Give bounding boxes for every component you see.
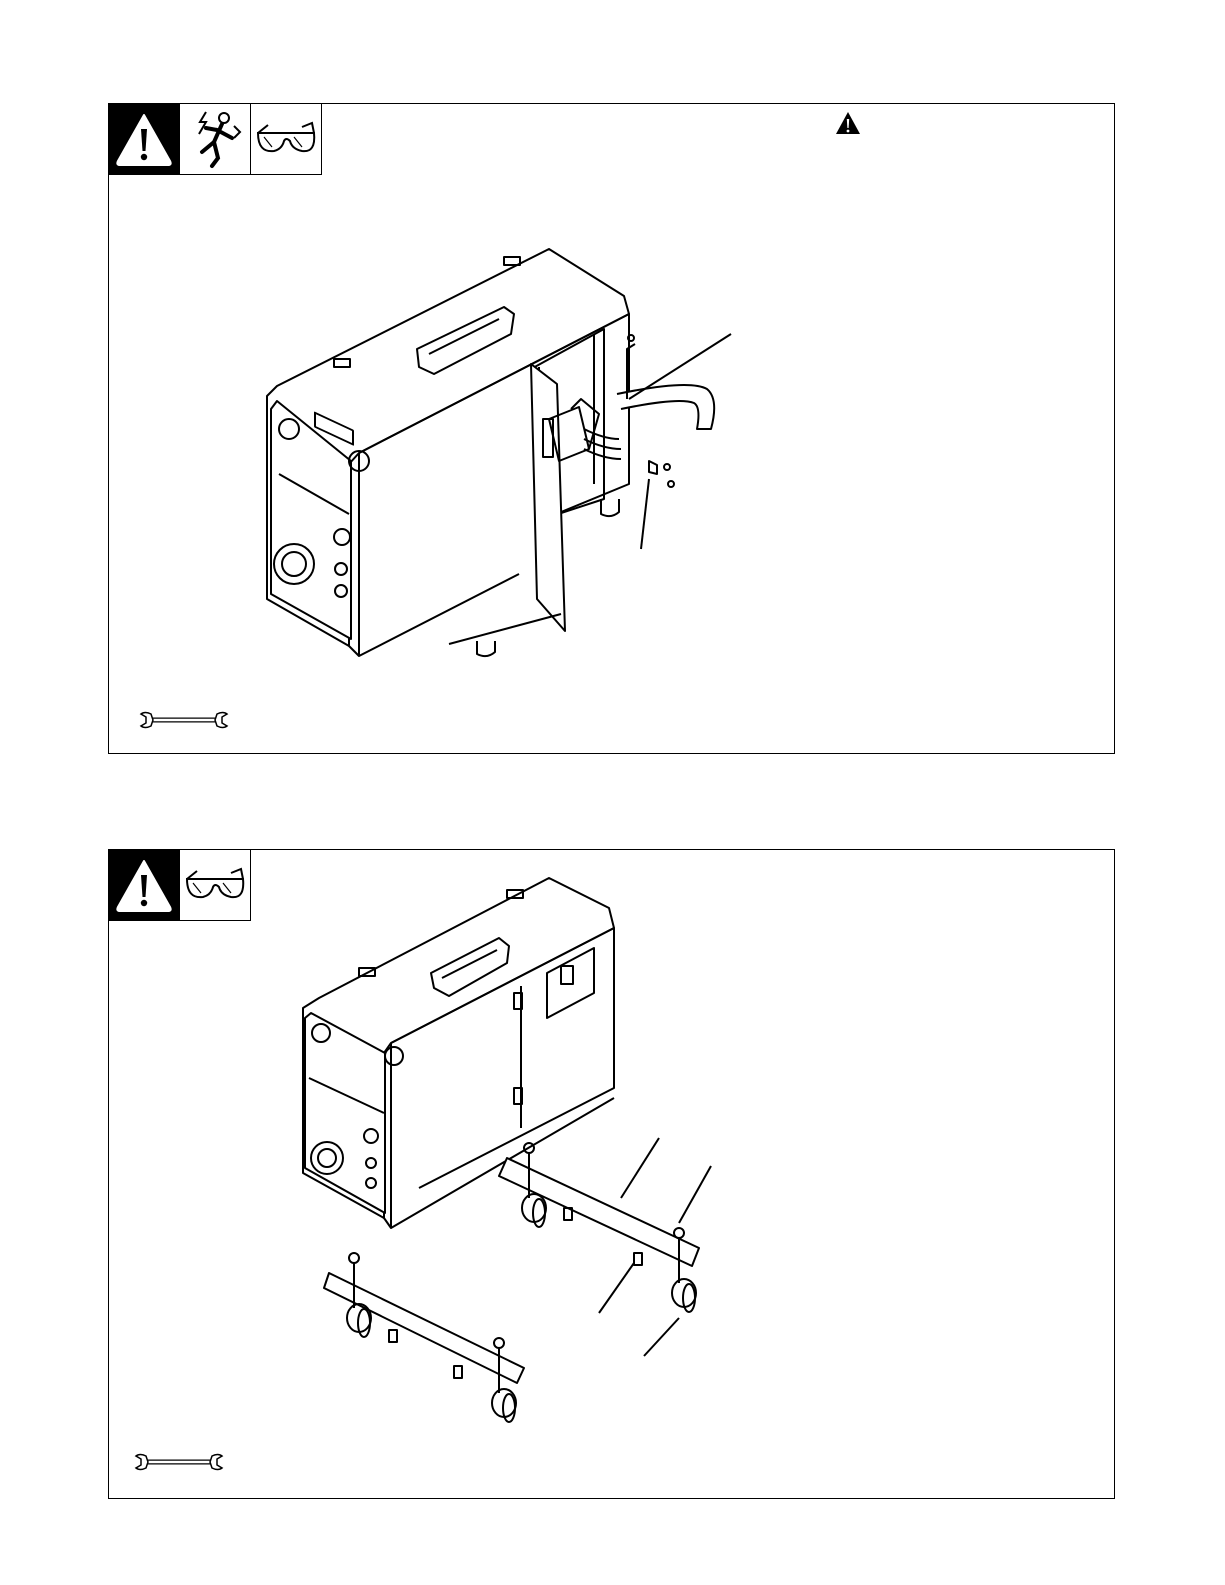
wrench-icon (134, 1453, 224, 1471)
safety-glasses-icon (251, 103, 322, 175)
electric-shock-icon (180, 103, 251, 175)
instruction-panel-1 (108, 103, 1115, 754)
safety-glasses-icon (180, 849, 251, 921)
wire-feeder-side-panel-open-illustration (249, 239, 869, 679)
warning-triangle-icon (834, 110, 862, 136)
warning-icon (108, 103, 180, 175)
wire-feeder-caster-bracket-assembly-illustration (299, 868, 739, 1448)
warning-icon (108, 849, 180, 921)
safety-icon-row (108, 849, 251, 921)
safety-icon-row (108, 103, 322, 175)
instruction-panel-2 (108, 849, 1115, 1499)
wrench-icon (139, 711, 229, 729)
